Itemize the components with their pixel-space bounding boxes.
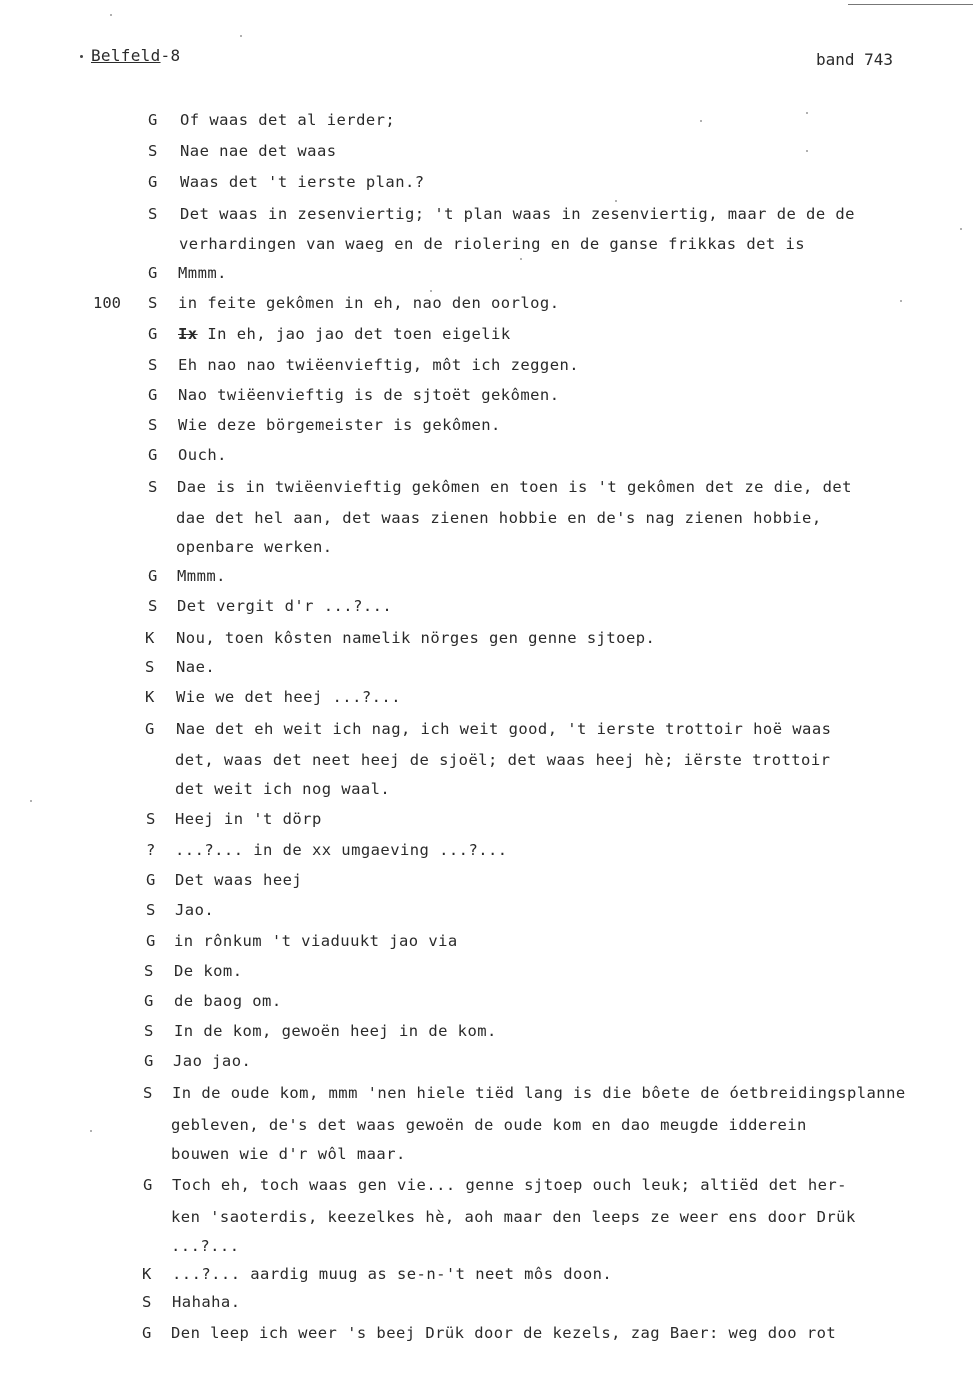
utterance-text: det weit ich nog waal. [175,780,391,798]
utterance-line [180,141,337,161]
speaker-label: S [148,356,158,374]
speaker-label: S [145,658,155,676]
utterance-text: Toch eh, toch waas gen vie... genne sjtoep ouch leuk; altiëd det her- [172,1176,847,1194]
utterance-line [178,324,511,344]
utterance-line [176,628,655,648]
utterance-text: openbare werken. [176,538,333,556]
utterance-text: Of waas det al ierder; [180,111,396,129]
utterance-text: ...?... [171,1237,240,1255]
utterance-text: in rônkum 't viaduukt jao via [174,932,458,950]
speaker-label: G [143,1176,153,1194]
utterance-line [178,445,227,465]
utterance-text: dae det hel aan, det waas zienen hobbie en de's nag zienen hobbie, [176,509,822,527]
speaker-label: G [145,720,155,738]
speaker-label: G [148,446,158,464]
band-label: band 743 [816,50,894,69]
utterance-text: det, waas det neet heej de sjoël; det waas heej hè; iërste trottoir [175,751,831,769]
utterance-text: verhardingen van waeg en de riolering en de ganse frikkas det is [179,235,806,253]
utterance-text: Nae. [176,658,216,676]
corner-rule [848,4,973,5]
speaker-label: G [148,264,158,282]
speaker-label: K [145,688,155,706]
struck-text: Ix [178,325,198,343]
speaker-label: S [144,1022,154,1040]
utterance-text: de baog om. [174,992,282,1010]
scan-speck [30,800,32,802]
speaker-label: ? [146,841,156,859]
utterance-line [176,719,831,739]
utterance-line [172,1175,847,1195]
utterance-line [172,1264,612,1284]
utterance-text: In de kom, gewoën heej in de kom. [174,1022,497,1040]
utterance-line [178,263,227,283]
utterance-text: Wie deze börgemeister is gekômen. [178,416,501,434]
utterance-text: Det waas in zesenviertig; 't plan waas in zesenviertig, maar de de de [180,205,855,223]
utterance-line [180,110,395,130]
utterance-line [174,931,458,951]
utterance-text: Hahaha. [172,1293,241,1311]
utterance-line [177,477,852,497]
utterance-line [178,385,560,405]
scan-speck [110,14,112,16]
utterance-text: In eh, jao jao det toen eigelik [197,325,511,343]
scan-speck [806,150,808,152]
speaker-label: S [146,810,156,828]
scan-speck [430,290,432,292]
utterance-text: Nao twiëenvieftig is de sjtoët gekômen. [178,386,560,404]
scan-speck [240,35,242,37]
utterance-line [179,234,805,254]
utterance-text: ...?... aardig muug as se-n-'t neet môs doon. [172,1265,613,1283]
utterance-line [174,961,242,981]
utterance-line [178,293,560,313]
utterance-text: Heej in 't dörp [175,810,322,828]
utterance-line [174,1021,497,1041]
utterance-text: Nae nae det waas [180,142,337,160]
utterance-text: De kom. [174,962,243,980]
utterance-line [175,900,214,920]
speaker-label: S [143,1084,153,1102]
utterance-line [172,1083,906,1103]
speaker-label: G [148,567,158,585]
speaker-label: G [142,1324,152,1342]
utterance-line [178,415,501,435]
scan-speck [90,1130,92,1132]
utterance-line [171,1323,836,1343]
speaker-label: S [148,478,158,496]
header-dot [80,55,83,58]
speaker-label: S [148,142,158,160]
line-number: 100 [93,294,121,312]
scan-speck [900,300,902,302]
utterance-line [177,596,392,616]
utterance-line [173,1051,251,1071]
speaker-label: S [148,205,158,223]
utterance-line [174,991,282,1011]
utterance-line [171,1207,856,1227]
scan-speck [615,200,617,202]
speaker-label: K [145,629,155,647]
utterance-text: ...?... in de xx umgaeving ...?... [175,841,508,859]
speaker-label: G [148,386,158,404]
utterance-text: bouwen wie d'r wôl maar. [171,1145,406,1163]
speaker-label: G [148,111,158,129]
utterance-text: Nou, toen kôsten namelik nörges gen genne sjtoep. [176,629,656,647]
speaker-label: S [148,294,158,312]
speaker-label: S [142,1293,152,1311]
utterance-line [175,809,322,829]
utterance-line [180,204,855,224]
utterance-text: In de oude kom, mmm 'nen hiele tiëd lang is die bôete de óetbreidingsplanne [172,1084,906,1102]
utterance-line [176,508,822,528]
page-header-left [80,46,180,65]
speaker-label: G [144,1052,154,1070]
speaker-label: G [144,992,154,1010]
utterance-text: Den leep ich weer 's beej Drük door de kezels, zag Baer: weg doo rot [171,1324,837,1342]
speaker-label: G [148,325,158,343]
scan-speck [806,112,808,114]
utterance-line [175,779,390,799]
scan-speck [960,228,962,230]
speaker-label: S [144,962,154,980]
speaker-label: S [148,416,158,434]
utterance-line [175,750,830,770]
utterance-line [171,1236,239,1256]
header-place: Belfeld [91,46,161,65]
speaker-label: G [146,932,156,950]
speaker-label: S [148,597,158,615]
utterance-text: ken 'saoterdis, keezelkes hè, aoh maar den leeps ze weer ens door Drük [171,1208,856,1226]
utterance-text: Jao. [175,901,215,919]
utterance-line [176,537,333,557]
utterance-line [180,172,425,192]
utterance-line [177,566,226,586]
utterance-text: Det waas heej [175,871,303,889]
utterance-text: Ouch. [178,446,227,464]
utterance-text: Dae is in twiëenvieftig gekômen en toen is 't gekômen det ze die, det [177,478,852,496]
utterance-text: Eh nao nao twiëenvieftig, môt ich zeggen. [178,356,580,374]
header-page-suffix: -8 [160,46,181,65]
utterance-line [176,687,401,707]
utterance-text: Det vergit d'r ...?... [177,597,393,615]
utterance-text: Wie we det heej ...?... [176,688,401,706]
utterance-line [176,657,215,677]
utterance-text: Mmmm. [178,264,227,282]
speaker-label: S [146,901,156,919]
speaker-label: K [142,1265,152,1283]
speaker-label: G [148,173,158,191]
scan-speck [520,258,522,260]
utterance-line [175,870,302,890]
utterance-text: in feite gekômen in eh, nao den oorlog. [178,294,560,312]
utterance-text: Waas det 't ierste plan.? [180,173,425,191]
scan-speck [700,120,702,122]
utterance-text: Jao jao. [173,1052,252,1070]
utterance-line [178,355,579,375]
utterance-line [171,1115,807,1135]
utterance-text: Nae det eh weit ich nag, ich weit good, 't ierste trottoir hoë waas [176,720,832,738]
speaker-label: G [146,871,156,889]
utterance-line [172,1292,240,1312]
utterance-text: gebleven, de's det waas gewoën de oude kom en dao meugde idderein [171,1116,807,1134]
utterance-line [171,1144,406,1164]
utterance-text: Mmmm. [177,567,226,585]
utterance-line [175,840,508,860]
